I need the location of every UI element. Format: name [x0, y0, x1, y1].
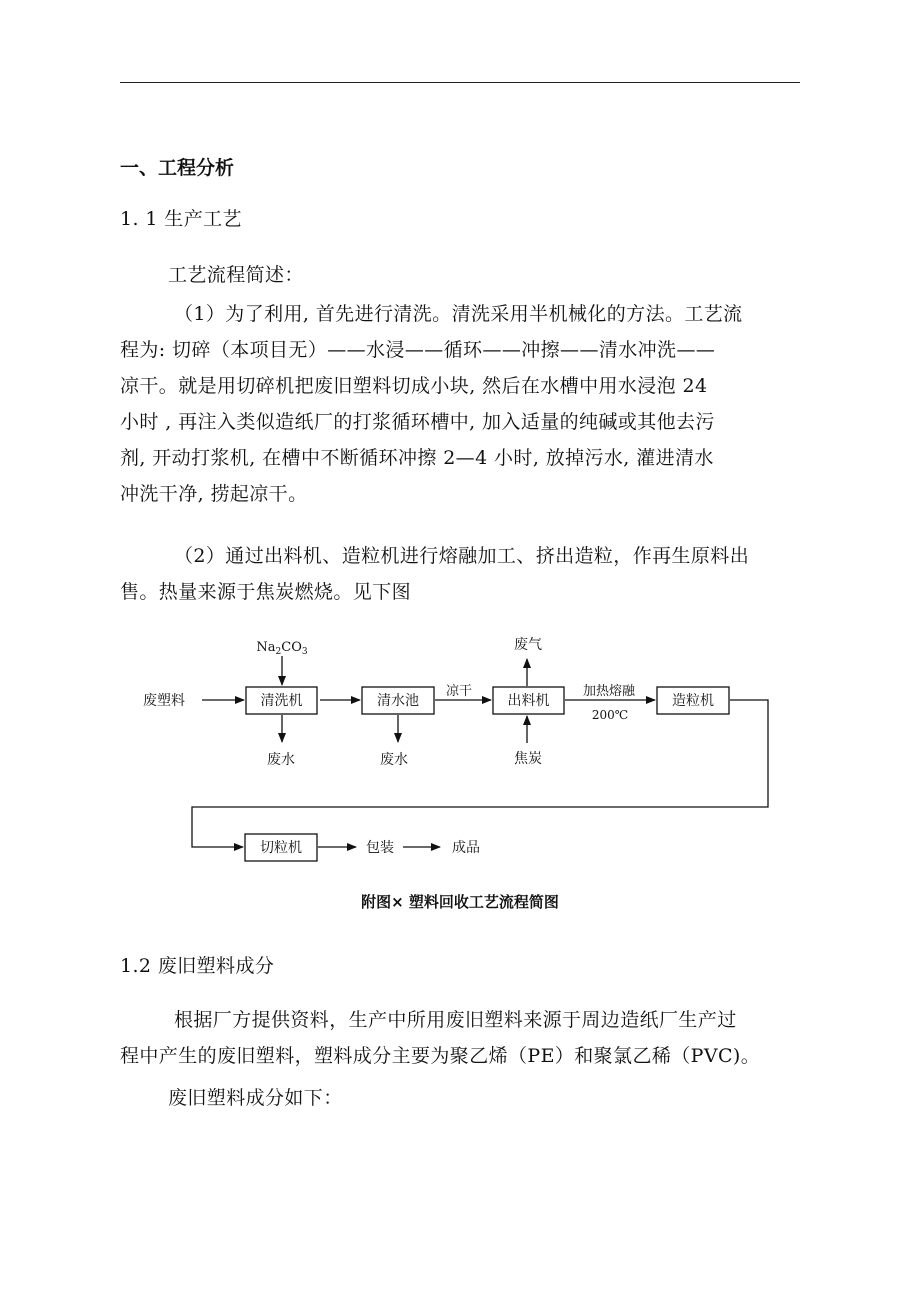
p2-line: 售。热量来源于焦炭燃烧。见下图: [120, 581, 412, 603]
last-line: 废旧塑料成分如下：: [168, 1087, 343, 1109]
label-pool: 清水池: [377, 693, 419, 709]
label-heat: 加热熔融: [582, 684, 636, 699]
intro-line: 工艺流程简述：: [168, 264, 304, 286]
subsection-1-2: 1.2 废旧塑料成分: [120, 955, 275, 977]
p2-line: （2）通过出料机、造粒机进行熔融加工、挤出造粒，作再生原料出: [174, 545, 750, 567]
label-temp: 200℃: [591, 708, 629, 722]
paragraph-3: [120, 1002, 800, 1074]
figure-caption: 附图× 塑料回收工艺流程简图: [361, 893, 559, 911]
p1-line: 小时 , 再注入类似造纸厂的打浆循环槽中, 加入适量的纯碱或其他去污: [120, 411, 715, 433]
arrow-return: [192, 700, 768, 847]
label-coke: 焦炭: [514, 751, 542, 767]
label-product: 成品: [452, 840, 480, 856]
p3-line: 程中产生的废旧塑料，塑料成分主要为聚乙烯（PE）和聚氯乙稀（PVC)。: [120, 1045, 761, 1067]
subsection-1-1: 1. 1 生产工艺: [120, 208, 242, 230]
label-dry: 凉干: [445, 684, 473, 699]
label-washer: 清洗机: [260, 693, 303, 709]
label-exit-machine: 出料机: [507, 693, 550, 709]
p1-line: 剂, 开动打浆机, 在槽中不断循环冲擦 2—4 小时, 放掉污水, 灌进清水: [120, 447, 714, 469]
label-soda: $Na_2CO_3$: [256, 640, 308, 657]
p3-line: 根据厂方提供资料，生产中所用废旧塑料来源于周边造纸厂生产过: [174, 1009, 737, 1031]
p1-line: 冲洗干净, 捞起凉干。: [120, 483, 308, 505]
p1-line: （1）为了利用, 首先进行清洗。清洗采用半机械化的方法。工艺流: [174, 303, 743, 325]
label-cutter: 切粒机: [260, 840, 302, 856]
label-granulator: 造粒机: [672, 693, 714, 709]
label-package: 包装: [366, 840, 394, 856]
p1-line: 程为: 切碎（本项目无）——水浸——循环——冲擦——清水冲洗——: [120, 339, 716, 361]
p1-line: 凉干。就是用切碎机把废旧塑料切成小块, 然后在水槽中用水浸泡 24: [120, 375, 708, 397]
label-waste-gas: 废气: [514, 637, 542, 653]
label-input: 废塑料: [143, 693, 185, 709]
section-heading: 一、工程分析: [120, 157, 235, 179]
label-wastewater-1: 废水: [267, 752, 295, 768]
label-wastewater-2: 废水: [380, 752, 408, 768]
